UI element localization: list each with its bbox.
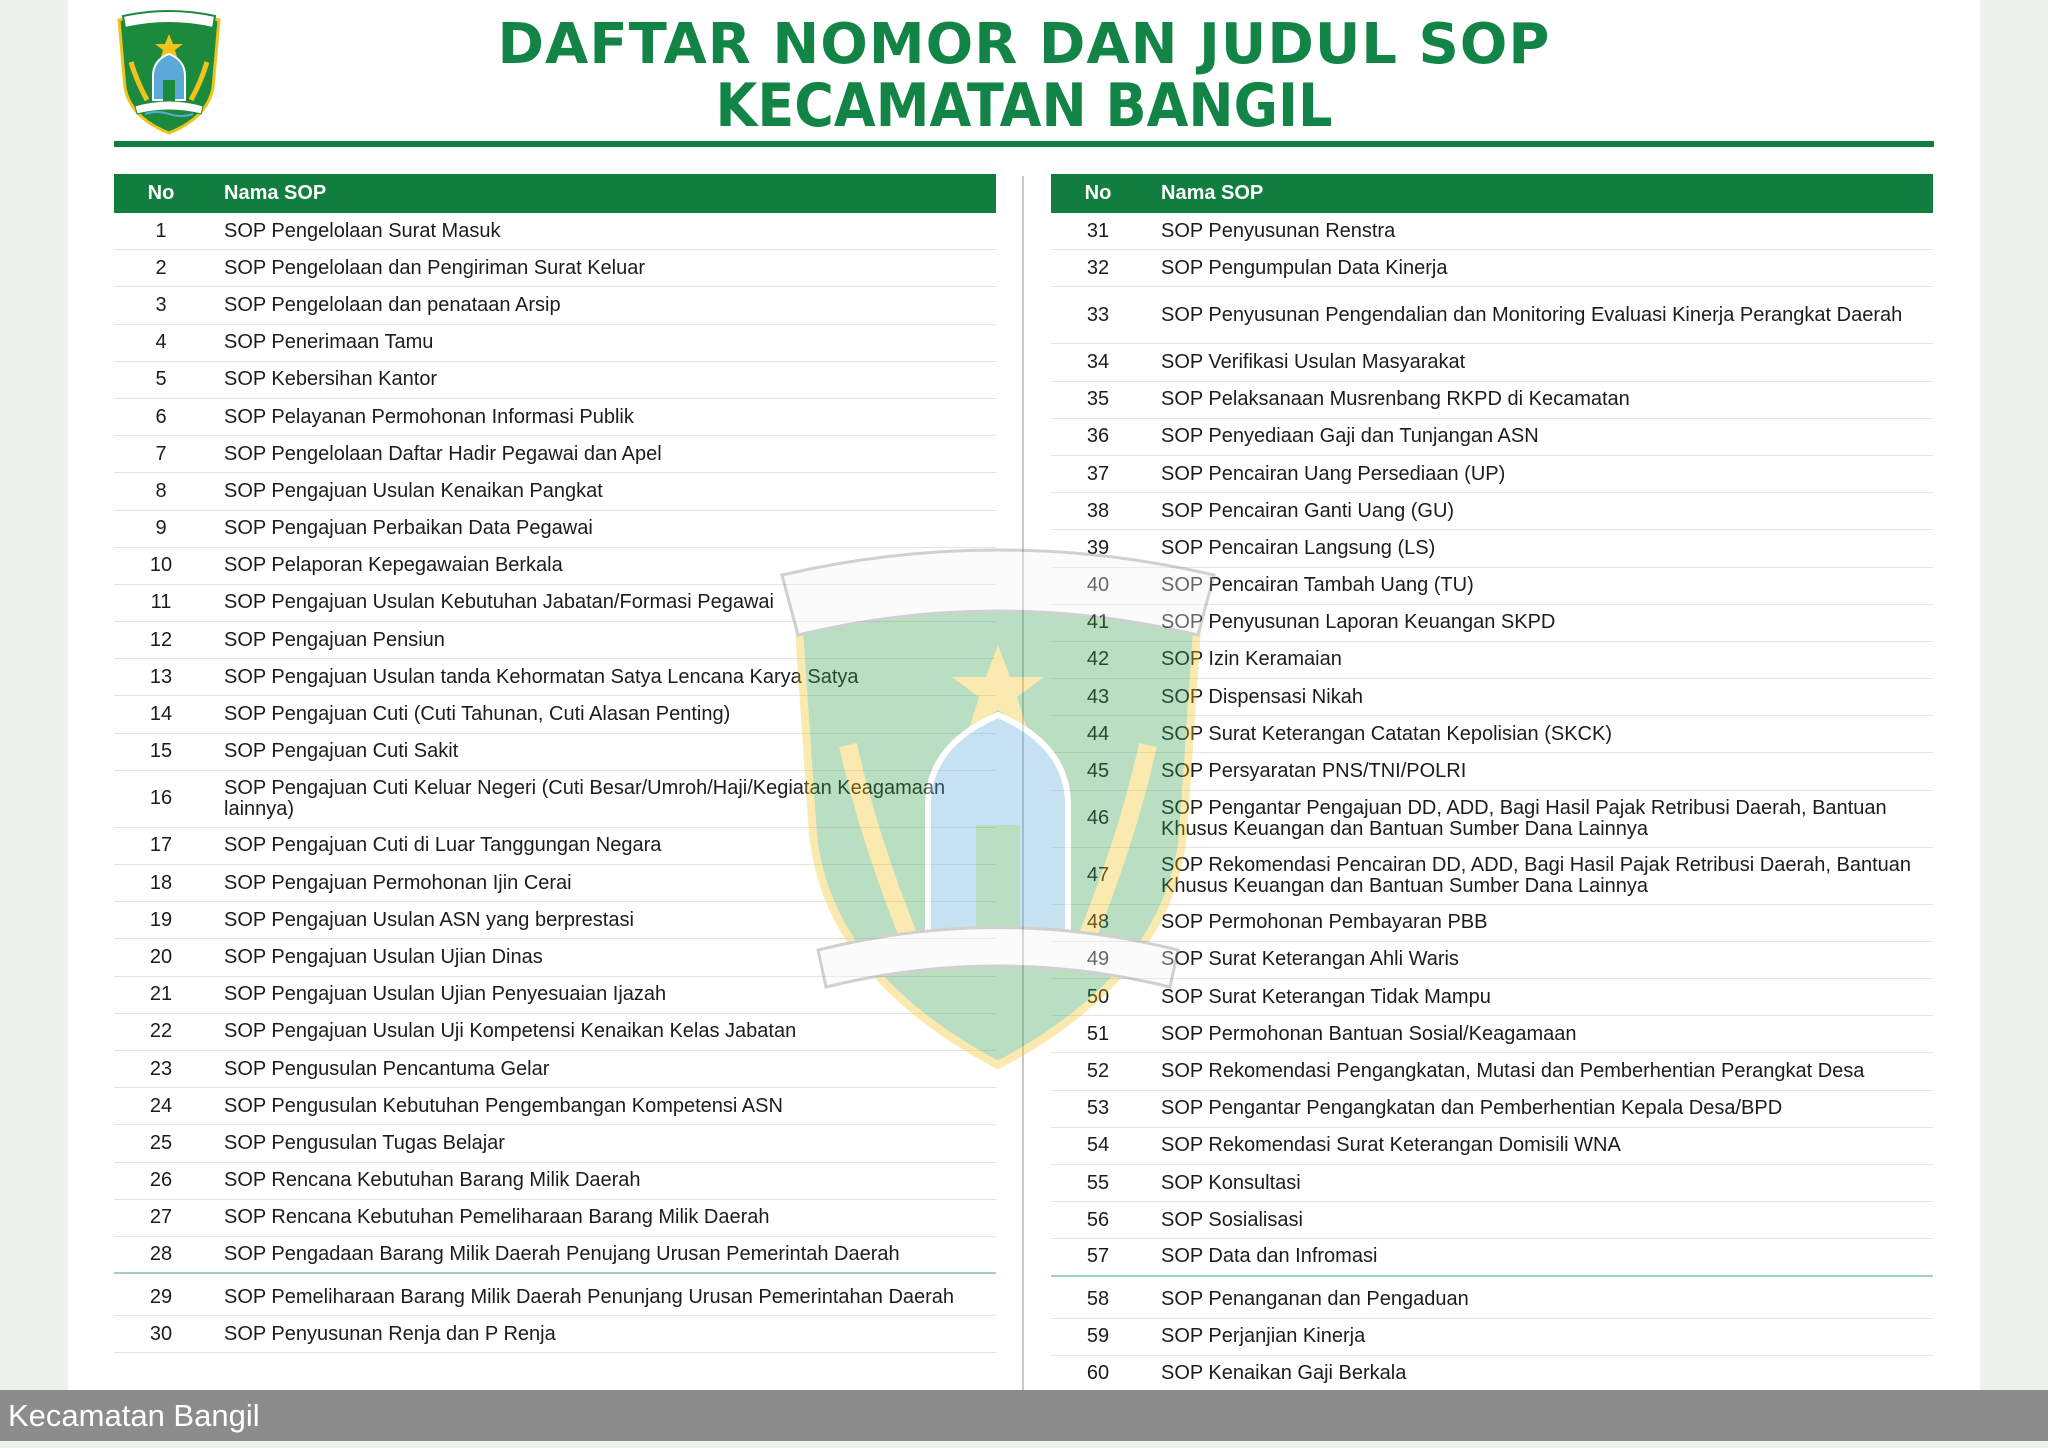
table-row (1051, 848, 1933, 905)
table-row (1051, 905, 1933, 942)
row-number: 38 (1086, 499, 1110, 522)
table-body-right (1051, 213, 1933, 1392)
row-sop-name: SOP Sosialisasi (1161, 1208, 1303, 1231)
table-row (1051, 1356, 1933, 1392)
row-sop-name: SOP Pencairan Uang Persediaan (UP) (1161, 462, 1506, 485)
table-row (114, 325, 996, 362)
row-sop-name: SOP Penyusunan Pengendalian dan Monitoring Evaluasi Kinerja Perangkat Daerah (1161, 303, 1903, 326)
table-row (114, 622, 996, 659)
sop-table-left (114, 174, 996, 1353)
row-sop-name: SOP Rencana Kebutuhan Pemeliharaan Barang Milik Daerah (224, 1206, 770, 1229)
row-number: 15 (149, 740, 173, 763)
table-row (114, 548, 996, 585)
table-body-left (114, 213, 996, 1353)
table-row (114, 1316, 996, 1353)
row-sop-name: SOP Rekomendasi Surat Keterangan Domisili WNA (1161, 1134, 1621, 1157)
table-row (1051, 1053, 1933, 1090)
row-number: 35 (1086, 388, 1110, 411)
table-row (1051, 942, 1933, 979)
row-number: 31 (1086, 219, 1110, 242)
table-row (114, 939, 996, 976)
row-sop-name: SOP Pengajuan Cuti Keluar Negeri (Cuti Besar/Umroh/Haji/Kegiatan Keagamaan lainnya) (224, 776, 946, 820)
table-row (114, 1237, 996, 1274)
table-row (1051, 1091, 1933, 1128)
row-sop-name: SOP Pengajuan Pensiun (224, 628, 445, 651)
row-number: 33 (1086, 303, 1110, 326)
row-sop-name: SOP Pengusulan Pencantuma Gelar (224, 1057, 550, 1080)
row-number: 43 (1086, 685, 1110, 708)
row-sop-name: SOP Pengajuan Cuti (Cuti Tahunan, Cuti Alasan Penting) (224, 703, 731, 726)
row-sop-name: SOP Pengajuan Usulan Kebutuhan Jabatan/Formasi Pegawai (224, 591, 774, 614)
row-sop-name: SOP Penerimaan Tamu (224, 331, 434, 354)
row-number: 22 (149, 1020, 173, 1043)
row-number: 28 (149, 1242, 173, 1265)
table-row (114, 585, 996, 622)
row-sop-name: SOP Pengelolaan dan penataan Arsip (224, 293, 561, 316)
row-number: 17 (149, 834, 173, 857)
table-row (1051, 456, 1933, 493)
table-row (114, 436, 996, 473)
row-number: 29 (149, 1285, 173, 1308)
table-row (1051, 568, 1933, 605)
row-sop-name: SOP Data dan Infromasi (1161, 1245, 1378, 1268)
row-number: 42 (1086, 648, 1110, 671)
row-sop-name: SOP Pencairan Tambah Uang (TU) (1161, 574, 1474, 597)
row-number: 51 (1086, 1022, 1110, 1045)
row-sop-name: SOP Persyaratan PNS/TNI/POLRI (1161, 760, 1467, 783)
row-sop-name: SOP Permohonan Pembayaran PBB (1161, 911, 1488, 934)
table-row (1051, 979, 1933, 1016)
row-sop-name: SOP Pengajuan Perbaikan Data Pegawai (224, 517, 593, 540)
sop-sheet (68, 0, 1980, 1392)
row-number: 20 (149, 945, 173, 968)
row-number: 36 (1086, 425, 1110, 448)
row-sop-name: SOP Rencana Kebutuhan Barang Milik Daerah (224, 1169, 641, 1192)
row-number: 53 (1086, 1097, 1110, 1120)
row-sop-name: SOP Dispensasi Nikah (1161, 685, 1363, 708)
row-sop-name: SOP Kebersihan Kantor (224, 368, 438, 391)
table-row (114, 287, 996, 324)
page-title-line2: KECAMATAN BANGIL (715, 71, 1333, 141)
row-number: 59 (1086, 1325, 1110, 1348)
row-sop-name: SOP Surat Keterangan Ahli Waris (1161, 948, 1459, 971)
row-number: 14 (149, 703, 173, 726)
table-row (114, 977, 996, 1014)
row-number: 48 (1086, 911, 1110, 934)
row-sop-name: SOP Pemeliharaan Barang Milik Daerah Penunjang Urusan Pemerintahan Daerah (224, 1285, 955, 1308)
table-row (1051, 605, 1933, 642)
row-sop-name: SOP Pengusulan Tugas Belajar (224, 1131, 505, 1154)
row-number: 6 (155, 405, 167, 428)
row-number: 30 (149, 1322, 173, 1345)
row-sop-name: SOP Pengelolaan Daftar Hadir Pegawai dan Apel (224, 442, 662, 465)
row-sop-name: SOP Pencairan Langsung (LS) (1161, 536, 1436, 559)
row-sop-name: SOP Kenaikan Gaji Berkala (1161, 1362, 1407, 1385)
row-sop-name: SOP Penyusunan Renstra (1161, 219, 1396, 242)
table-row (1051, 1165, 1933, 1202)
row-number: 7 (155, 442, 167, 465)
footer-caption: Kecamatan Bangil (8, 1398, 260, 1433)
table-row (114, 399, 996, 436)
table-row (114, 511, 996, 548)
row-number: 11 (150, 591, 172, 614)
row-sop-name: SOP Pengajuan Usulan Ujian Dinas (224, 945, 543, 968)
row-number: 18 (149, 871, 173, 894)
table-row (114, 865, 996, 902)
table-row (114, 213, 996, 250)
col-header-no: No (147, 182, 175, 204)
row-sop-name: SOP Pelayanan Permohonan Informasi Publik (224, 405, 634, 428)
row-sop-name: SOP Pengajuan Cuti di Luar Tanggungan Negara (224, 834, 662, 857)
row-number: 55 (1086, 1171, 1110, 1194)
table-row (1051, 679, 1933, 716)
table-row (1051, 1016, 1933, 1053)
row-number: 39 (1086, 536, 1110, 559)
table-row (114, 771, 996, 828)
row-sop-name: SOP Pengusulan Kebutuhan Pengembangan Kompetensi ASN (224, 1094, 783, 1117)
row-number: 25 (149, 1131, 173, 1154)
table-header (114, 174, 996, 213)
row-sop-name: SOP Perjanjian Kinerja (1161, 1325, 1366, 1348)
table-row (114, 473, 996, 510)
table-row (114, 734, 996, 771)
page-title-line1: DAFTAR NOMOR DAN JUDUL SOP (497, 12, 1551, 77)
row-sop-name: SOP Rekomendasi Pengangkatan, Mutasi dan Pemberhentian Perangkat Desa (1161, 1059, 1865, 1082)
table-row (114, 362, 996, 399)
table-row (114, 1051, 996, 1088)
row-number: 41 (1086, 611, 1110, 634)
row-number: 19 (149, 908, 173, 931)
sop-table-right (1051, 174, 1933, 1392)
row-sop-name: SOP Penyediaan Gaji dan Tunjangan ASN (1161, 425, 1539, 448)
row-number: 2 (155, 256, 167, 279)
row-sop-name: SOP Penanganan dan Pengaduan (1161, 1288, 1469, 1311)
row-sop-name: SOP Pengajuan Usulan ASN yang berprestasi (224, 908, 634, 931)
table-row (1051, 642, 1933, 679)
col-header-name: Nama SOP (224, 182, 327, 204)
row-number: 12 (149, 628, 173, 651)
table-row (1051, 1282, 1933, 1319)
table-header (1051, 174, 1933, 213)
table-row (114, 828, 996, 865)
row-sop-name: SOP Verifikasi Usulan Masyarakat (1161, 350, 1466, 373)
row-sop-name: SOP Surat Keterangan Tidak Mampu (1161, 985, 1491, 1008)
row-number: 57 (1086, 1245, 1110, 1268)
table-row (1051, 1128, 1933, 1165)
row-sop-name: SOP Pengajuan Usulan Uji Kompetensi Kenaikan Kelas Jabatan (224, 1020, 797, 1043)
row-number: 32 (1086, 256, 1110, 279)
row-number: 45 (1086, 760, 1110, 783)
row-number: 46 (1086, 807, 1110, 830)
row-number: 10 (149, 554, 173, 577)
row-sop-name: SOP Pengantar Pengajuan DD, ADD, Bagi Hasil Pajak Retribusi Daerah, Bantuan Khusus Keuangan dan Bantuan Sumber Dana Lainnya (1161, 796, 1887, 840)
row-sop-name: SOP Pengelolaan dan Pengiriman Surat Keluar (224, 256, 646, 279)
table-row (1051, 716, 1933, 753)
row-number: 21 (149, 983, 173, 1006)
row-sop-name: SOP Pelaporan Kepegawaian Berkala (224, 554, 563, 577)
row-sop-name: SOP Pelaksanaan Musrenbang RKPD di Kecamatan (1161, 388, 1630, 411)
row-number: 24 (149, 1094, 173, 1117)
table-row (114, 1088, 996, 1125)
row-number: 47 (1086, 864, 1110, 887)
row-number: 58 (1086, 1288, 1110, 1311)
table-row (1051, 1319, 1933, 1356)
table-row (114, 1163, 996, 1200)
row-number: 60 (1086, 1362, 1110, 1385)
row-number: 26 (149, 1169, 173, 1192)
table-row (114, 696, 996, 733)
row-number: 37 (1086, 462, 1110, 485)
table-row (1051, 791, 1933, 848)
table-row (1051, 753, 1933, 790)
row-number: 8 (155, 479, 167, 502)
row-sop-name: SOP Pengelolaan Surat Masuk (224, 219, 501, 242)
row-number: 23 (149, 1057, 173, 1080)
table-row (1051, 419, 1933, 456)
row-number: 34 (1086, 350, 1110, 373)
col-header-name: Nama SOP (1161, 182, 1264, 204)
row-number: 50 (1086, 985, 1110, 1008)
row-sop-name: SOP Pengadaan Barang Milik Daerah Penujang Urusan Pemerintah Daerah (224, 1242, 900, 1265)
row-number: 16 (149, 787, 173, 810)
table-row (114, 1014, 996, 1051)
table-row (1051, 287, 1933, 344)
row-number: 44 (1086, 722, 1110, 745)
table-row (114, 1200, 996, 1237)
table-row (114, 659, 996, 696)
row-number: 27 (149, 1206, 173, 1229)
row-number: 5 (155, 368, 167, 391)
row-sop-name: SOP Permohonan Bantuan Sosial/Keagamaan (1161, 1022, 1577, 1045)
row-sop-name: SOP Rekomendasi Pencairan DD, ADD, Bagi Hasil Pajak Retribusi Daerah, Bantuan Khusus Keuangan dan Bantuan Sumber Dana Lainnya (1161, 853, 1911, 897)
row-sop-name: SOP Pengajuan Cuti Sakit (224, 740, 459, 763)
table-row (1051, 530, 1933, 567)
table-row (1051, 382, 1933, 419)
table-row (114, 1125, 996, 1162)
table-row (1051, 1239, 1933, 1276)
row-number: 13 (149, 665, 173, 688)
row-sop-name: SOP Pencairan Ganti Uang (GU) (1161, 499, 1455, 522)
table-row (114, 250, 996, 287)
col-header-no: No (1084, 182, 1112, 204)
footer-caption-bar (0, 1390, 2048, 1441)
row-sop-name: SOP Pengajuan Permohonan Ijin Cerai (224, 871, 572, 894)
row-sop-name: SOP Pengantar Pengangkatan dan Pemberhentian Kepala Desa/BPD (1161, 1097, 1783, 1120)
row-number: 3 (155, 293, 167, 316)
row-number: 40 (1086, 574, 1110, 597)
row-sop-name: SOP Surat Keterangan Catatan Kepolisian (SKCK) (1161, 722, 1612, 745)
header-rule (114, 141, 1934, 147)
row-number: 49 (1086, 948, 1110, 971)
row-sop-name: SOP Pengajuan Usulan tanda Kehormatan Satya Lencana Karya Satya (224, 665, 859, 688)
row-number: 4 (155, 331, 167, 354)
row-sop-name: SOP Pengajuan Usulan Kenaikan Pangkat (224, 479, 603, 502)
table-row (114, 1279, 996, 1316)
row-number: 1 (155, 219, 167, 242)
column-divider (1022, 176, 1024, 1392)
row-number: 9 (155, 517, 167, 540)
row-sop-name: SOP Pengajuan Usulan Ujian Penyesuaian Ijazah (224, 983, 667, 1006)
row-sop-name: SOP Penyusunan Laporan Keuangan SKPD (1161, 611, 1556, 634)
table-row (1051, 213, 1933, 250)
table-row (1051, 1202, 1933, 1239)
row-number: 54 (1086, 1134, 1110, 1157)
row-sop-name: SOP Pengumpulan Data Kinerja (1161, 256, 1448, 279)
table-row (1051, 493, 1933, 530)
row-number: 56 (1086, 1208, 1110, 1231)
table-row (114, 902, 996, 939)
row-sop-name: SOP Penyusunan Renja dan P Renja (224, 1322, 556, 1345)
row-number: 52 (1086, 1059, 1110, 1082)
table-row (1051, 250, 1933, 287)
table-row (1051, 344, 1933, 381)
row-sop-name: SOP Konsultasi (1161, 1171, 1301, 1194)
row-sop-name: SOP Izin Keramaian (1161, 648, 1342, 671)
